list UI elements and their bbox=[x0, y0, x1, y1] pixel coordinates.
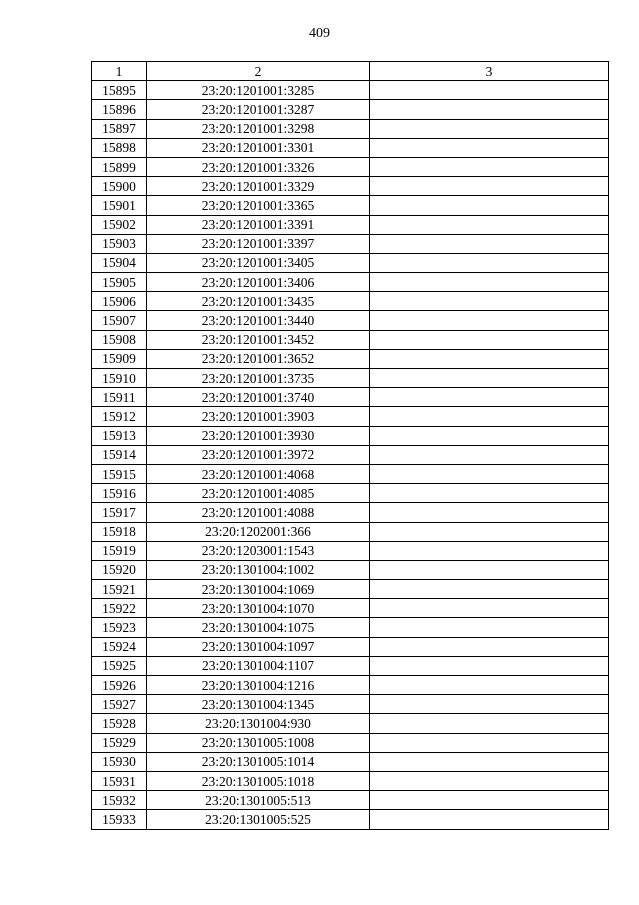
row-number-cell: 15905 bbox=[92, 273, 147, 292]
table-row bbox=[92, 330, 609, 349]
note-cell bbox=[370, 234, 609, 253]
row-number-cell: 15903 bbox=[92, 234, 147, 253]
table-row bbox=[92, 388, 609, 407]
table-row bbox=[92, 445, 609, 464]
table-row bbox=[92, 426, 609, 445]
cadastral-number-cell: 23:20:1201001:3740 bbox=[147, 388, 370, 407]
cadastral-number-cell: 23:20:1301004:1069 bbox=[147, 580, 370, 599]
row-number-cell: 15904 bbox=[92, 253, 147, 272]
cadastral-number-cell: 23:20:1201001:3735 bbox=[147, 369, 370, 388]
note-cell bbox=[370, 599, 609, 618]
cadastral-number-cell: 23:20:1203001:1543 bbox=[147, 541, 370, 560]
table-row bbox=[92, 253, 609, 272]
note-cell bbox=[370, 637, 609, 656]
cadastral-number-cell: 23:20:1201001:3652 bbox=[147, 349, 370, 368]
table-row bbox=[92, 599, 609, 618]
cadastral-number-cell: 23:20:1301004:1002 bbox=[147, 560, 370, 579]
cadastral-number-cell: 23:20:1201001:3285 bbox=[147, 81, 370, 100]
row-number-cell: 15898 bbox=[92, 138, 147, 157]
cadastral-number-cell: 23:20:1201001:3440 bbox=[147, 311, 370, 330]
row-number-cell: 15923 bbox=[92, 618, 147, 637]
table-row bbox=[92, 560, 609, 579]
note-cell bbox=[370, 369, 609, 388]
page-number: 409 bbox=[309, 26, 330, 41]
cadastral-number-cell: 23:20:1301004:1107 bbox=[147, 656, 370, 675]
row-number-cell: 15914 bbox=[92, 445, 147, 464]
table-row bbox=[92, 81, 609, 100]
table-row bbox=[92, 407, 609, 426]
cadastral-number-cell: 23:20:1201001:4088 bbox=[147, 503, 370, 522]
row-number-cell: 15933 bbox=[92, 810, 147, 829]
column-header-1: 1 bbox=[92, 62, 147, 81]
cadastral-number-cell: 23:20:1301005:1018 bbox=[147, 771, 370, 790]
cadastral-number-cell: 23:20:1201001:3930 bbox=[147, 426, 370, 445]
note-cell bbox=[370, 138, 609, 157]
cadastral-number-cell: 23:20:1301005:1014 bbox=[147, 752, 370, 771]
row-number-cell: 15900 bbox=[92, 177, 147, 196]
table-row bbox=[92, 234, 609, 253]
row-number-cell: 15911 bbox=[92, 388, 147, 407]
row-number-cell: 15907 bbox=[92, 311, 147, 330]
table-body bbox=[92, 81, 609, 829]
note-cell bbox=[370, 81, 609, 100]
table-row bbox=[92, 292, 609, 311]
row-number-cell: 15921 bbox=[92, 580, 147, 599]
cadastral-number-cell: 23:20:1301004:1075 bbox=[147, 618, 370, 637]
note-cell bbox=[370, 771, 609, 790]
table-row bbox=[92, 273, 609, 292]
note-cell bbox=[370, 695, 609, 714]
note-cell bbox=[370, 445, 609, 464]
table-row bbox=[92, 714, 609, 733]
table-row bbox=[92, 369, 609, 388]
row-number-cell: 15899 bbox=[92, 157, 147, 176]
note-cell bbox=[370, 253, 609, 272]
note-cell bbox=[370, 177, 609, 196]
cadastral-number-cell: 23:20:1201001:3301 bbox=[147, 138, 370, 157]
note-cell bbox=[370, 541, 609, 560]
note-cell bbox=[370, 407, 609, 426]
row-number-cell: 15910 bbox=[92, 369, 147, 388]
note-cell bbox=[370, 580, 609, 599]
row-number-cell: 15896 bbox=[92, 100, 147, 119]
note-cell bbox=[370, 752, 609, 771]
note-cell bbox=[370, 791, 609, 810]
table-row bbox=[92, 138, 609, 157]
row-number-cell: 15929 bbox=[92, 733, 147, 752]
cadastral-number-cell: 23:20:1301005:525 bbox=[147, 810, 370, 829]
cadastral-number-cell: 23:20:1201001:3406 bbox=[147, 273, 370, 292]
row-number-cell: 15924 bbox=[92, 637, 147, 656]
row-number-cell: 15930 bbox=[92, 752, 147, 771]
table-row bbox=[92, 656, 609, 675]
cadastral-number-cell: 23:20:1201001:3397 bbox=[147, 234, 370, 253]
row-number-cell: 15922 bbox=[92, 599, 147, 618]
note-cell bbox=[370, 522, 609, 541]
table-row bbox=[92, 791, 609, 810]
row-number-cell: 15931 bbox=[92, 771, 147, 790]
table-row bbox=[92, 637, 609, 656]
note-cell bbox=[370, 426, 609, 445]
cadastral-number-cell: 23:20:1301005:1008 bbox=[147, 733, 370, 752]
row-number-cell: 15917 bbox=[92, 503, 147, 522]
note-cell bbox=[370, 292, 609, 311]
row-number-cell: 15908 bbox=[92, 330, 147, 349]
column-header-2: 2 bbox=[147, 62, 370, 81]
row-number-cell: 15919 bbox=[92, 541, 147, 560]
note-cell bbox=[370, 810, 609, 829]
table-row bbox=[92, 695, 609, 714]
cadastral-number-cell: 23:20:1201001:3298 bbox=[147, 119, 370, 138]
row-number-cell: 15928 bbox=[92, 714, 147, 733]
row-number-cell: 15916 bbox=[92, 484, 147, 503]
table-row bbox=[92, 810, 609, 829]
table-row bbox=[92, 119, 609, 138]
note-cell bbox=[370, 733, 609, 752]
note-cell bbox=[370, 618, 609, 637]
cadastral-number-cell: 23:20:1301004:930 bbox=[147, 714, 370, 733]
table-row bbox=[92, 311, 609, 330]
table-row bbox=[92, 464, 609, 483]
row-number-cell: 15927 bbox=[92, 695, 147, 714]
cadastral-number-cell: 23:20:1201001:3329 bbox=[147, 177, 370, 196]
row-number-cell: 15925 bbox=[92, 656, 147, 675]
cadastral-number-cell: 23:20:1201001:3405 bbox=[147, 253, 370, 272]
row-number-cell: 15906 bbox=[92, 292, 147, 311]
table-row bbox=[92, 618, 609, 637]
cadastral-number-cell: 23:20:1301004:1216 bbox=[147, 676, 370, 695]
cadastral-number-cell: 23:20:1301004:1345 bbox=[147, 695, 370, 714]
row-number-cell: 15915 bbox=[92, 464, 147, 483]
cadastral-number-cell: 23:20:1201001:4068 bbox=[147, 464, 370, 483]
table-row bbox=[92, 541, 609, 560]
register-table bbox=[91, 61, 609, 830]
table-row bbox=[92, 676, 609, 695]
note-cell bbox=[370, 349, 609, 368]
row-number-cell: 15912 bbox=[92, 407, 147, 426]
row-number-cell: 15897 bbox=[92, 119, 147, 138]
cadastral-number-cell: 23:20:1201001:3391 bbox=[147, 215, 370, 234]
row-number-cell: 15895 bbox=[92, 81, 147, 100]
table-row bbox=[92, 157, 609, 176]
cadastral-number-cell: 23:20:1201001:4085 bbox=[147, 484, 370, 503]
note-cell bbox=[370, 157, 609, 176]
header-row bbox=[92, 62, 609, 81]
table-row bbox=[92, 215, 609, 234]
row-number-cell: 15920 bbox=[92, 560, 147, 579]
cadastral-number-cell: 23:20:1201001:3972 bbox=[147, 445, 370, 464]
table-row bbox=[92, 771, 609, 790]
note-cell bbox=[370, 464, 609, 483]
row-number-cell: 15926 bbox=[92, 676, 147, 695]
note-cell bbox=[370, 311, 609, 330]
cadastral-number-cell: 23:20:1301004:1070 bbox=[147, 599, 370, 618]
cadastral-number-cell: 23:20:1201001:3287 bbox=[147, 100, 370, 119]
column-header-3: 3 bbox=[370, 62, 609, 81]
note-cell bbox=[370, 560, 609, 579]
row-number-cell: 15932 bbox=[92, 791, 147, 810]
cadastral-number-cell: 23:20:1301005:513 bbox=[147, 791, 370, 810]
cadastral-number-cell: 23:20:1201001:3452 bbox=[147, 330, 370, 349]
note-cell bbox=[370, 714, 609, 733]
note-cell bbox=[370, 330, 609, 349]
table-row bbox=[92, 752, 609, 771]
note-cell bbox=[370, 484, 609, 503]
cadastral-number-cell: 23:20:1201001:3365 bbox=[147, 196, 370, 215]
row-number-cell: 15909 bbox=[92, 349, 147, 368]
table-row bbox=[92, 196, 609, 215]
table-row bbox=[92, 522, 609, 541]
note-cell bbox=[370, 656, 609, 675]
cadastral-number-cell: 23:20:1201001:3326 bbox=[147, 157, 370, 176]
row-number-cell: 15902 bbox=[92, 215, 147, 234]
note-cell bbox=[370, 119, 609, 138]
table-row bbox=[92, 484, 609, 503]
cadastral-number-cell: 23:20:1301004:1097 bbox=[147, 637, 370, 656]
note-cell bbox=[370, 196, 609, 215]
note-cell bbox=[370, 676, 609, 695]
row-number-cell: 15901 bbox=[92, 196, 147, 215]
table-row bbox=[92, 580, 609, 599]
cadastral-number-cell: 23:20:1202001:366 bbox=[147, 522, 370, 541]
table-row bbox=[92, 503, 609, 522]
cadastral-number-cell: 23:20:1201001:3903 bbox=[147, 407, 370, 426]
row-number-cell: 15913 bbox=[92, 426, 147, 445]
table-row bbox=[92, 100, 609, 119]
table-row bbox=[92, 177, 609, 196]
note-cell bbox=[370, 215, 609, 234]
cadastral-number-cell: 23:20:1201001:3435 bbox=[147, 292, 370, 311]
row-number-cell: 15918 bbox=[92, 522, 147, 541]
table-row bbox=[92, 349, 609, 368]
table-row bbox=[92, 733, 609, 752]
note-cell bbox=[370, 503, 609, 522]
note-cell bbox=[370, 388, 609, 407]
note-cell bbox=[370, 273, 609, 292]
note-cell bbox=[370, 100, 609, 119]
